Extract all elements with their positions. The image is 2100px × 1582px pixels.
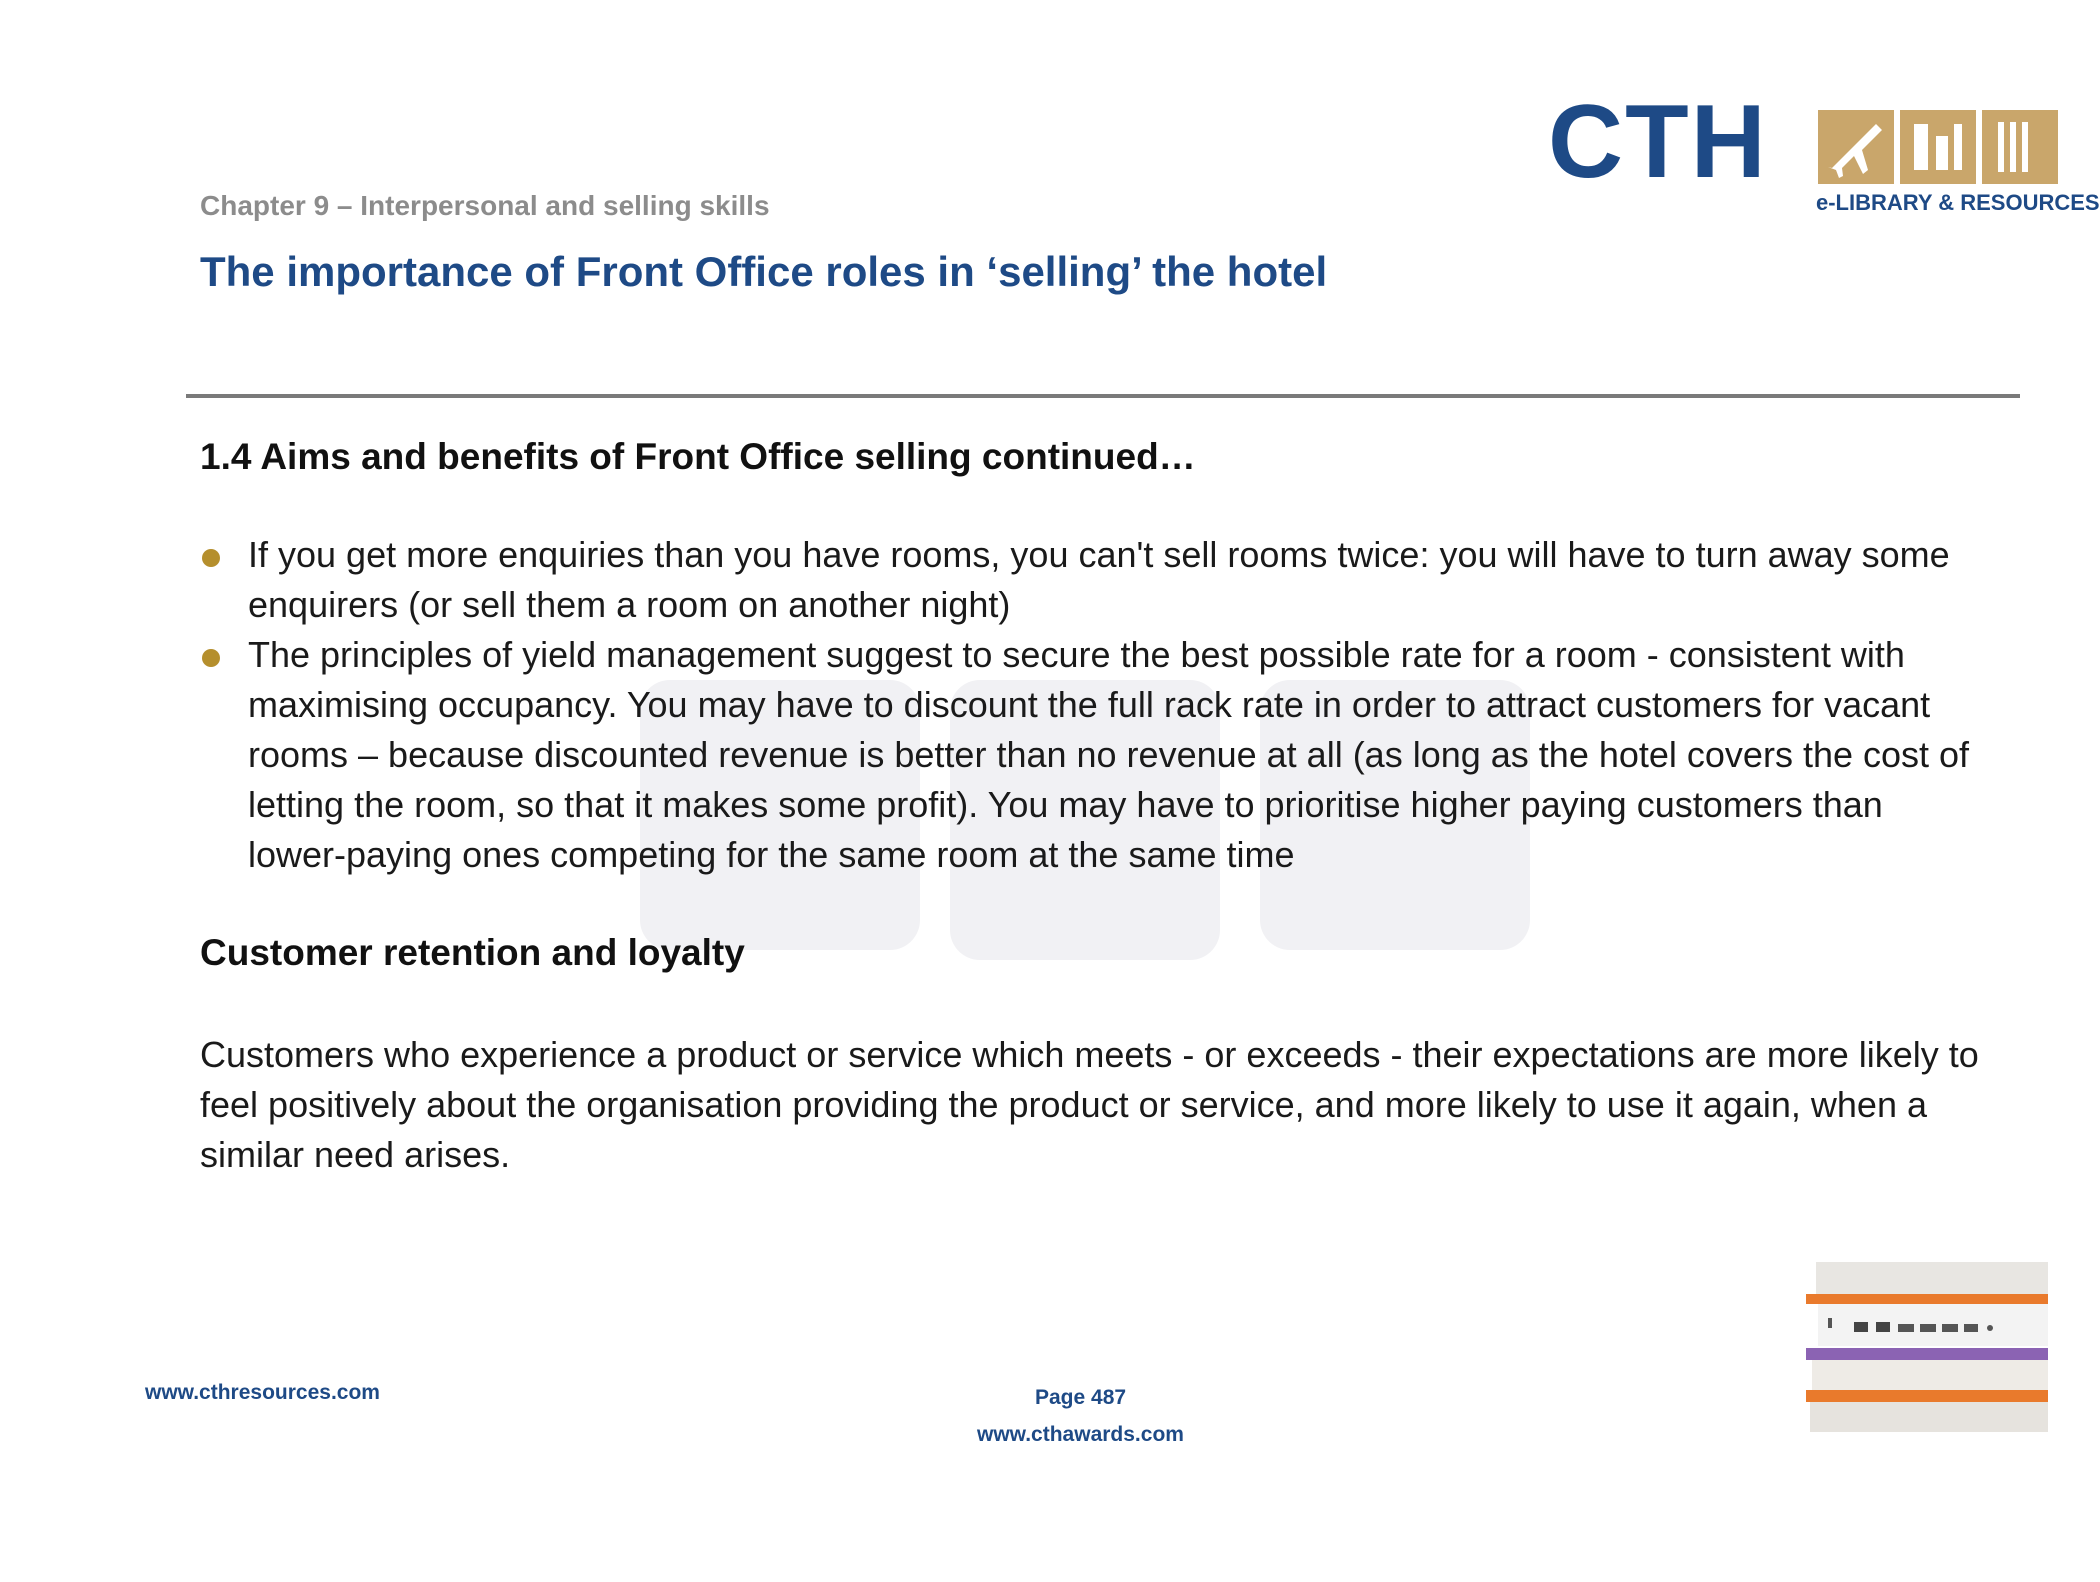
book-stack-image xyxy=(1806,1262,2048,1432)
bullet-list xyxy=(200,530,1990,880)
bullet-text: The principles of yield management suggest to secure the best possible rate for a room - consistent with maximising occupancy. You may have to discount the full rack rate in order to attract customers for vacant rooms – because discounted revenue is better than no revenue at all (as long as the hotel covers the cost of letting the room, so that it makes some profit). You may have to prioritise higher paying customers than lower-paying ones competing for the same room at the same time xyxy=(248,634,1970,875)
section-heading: 1.4 Aims and benefits of Front Office selling continued… xyxy=(200,436,1196,477)
bullet-icon xyxy=(202,649,220,667)
chapter-label: Chapter 9 – Interpersonal and selling skills xyxy=(200,190,770,221)
cth-logo xyxy=(1548,84,2100,228)
plane-icon xyxy=(1818,110,1894,184)
retention-paragraph: Customers who experience a product or service which meets - or exceeds - their expectations are more likely to feel positively about the organisation providing the product or service, and more likely to use it again, when a similar need arises. xyxy=(200,1034,1979,1175)
logo-subtitle: e-LIBRARY & RESOURCES xyxy=(1816,190,2100,215)
header-divider xyxy=(186,394,2020,398)
footer-left-link[interactable]: www.cthresources.com xyxy=(145,1381,380,1404)
cutlery-icon xyxy=(1982,110,2058,184)
list-item xyxy=(200,630,1990,880)
page-title: The importance of Front Office roles in ‘selling’ the hotel xyxy=(200,248,1328,295)
bullet-text: If you get more enquiries than you have rooms, you can't sell rooms twice: you will have to turn away some enquirers (or sell them a room on another night) xyxy=(248,534,1950,625)
footer-right-link[interactable]: www.cthawards.com xyxy=(977,1423,1184,1446)
retention-heading: Customer retention and loyalty xyxy=(200,932,745,973)
building-icon xyxy=(1900,110,1976,184)
logo-text: CTH xyxy=(1548,84,1768,200)
page-number: Page 487 xyxy=(1035,1386,1127,1409)
list-item xyxy=(200,530,1990,630)
bullet-icon xyxy=(202,549,220,567)
